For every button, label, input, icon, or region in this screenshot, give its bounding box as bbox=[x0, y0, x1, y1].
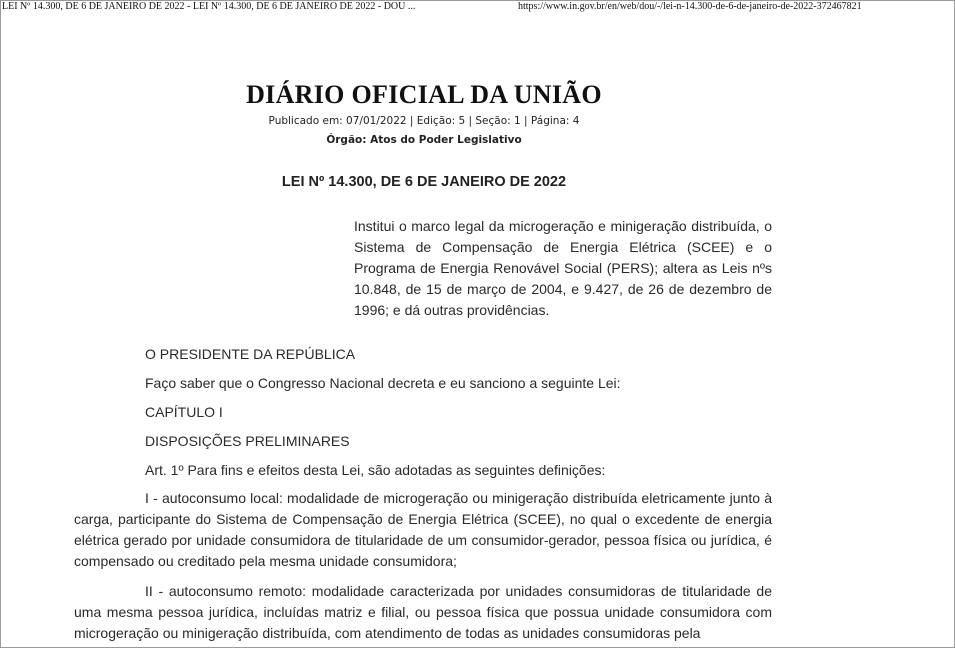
print-header-title: LEI Nº 14.300, DE 6 DE JANEIRO DE 2022 - LEI Nº 14.300, DE 6 DE JANEIRO DE 2022 - DOU ... bbox=[2, 1, 416, 12]
chapter-title: DISPOSIÇÕES PRELIMINARES bbox=[145, 433, 350, 449]
item-2-paragraph: II - autoconsumo remoto: modalidade caracterizada por unidades consumidoras de titularidade de uma mesma pessoa jurídica, incluídas matriz e filial, ou pessoa física que possua unidade consumidora com microgeração ou minigeração distribuída, com atendimento de todas as unidades consumidoras pela bbox=[74, 583, 772, 641]
chapter-number: CAPÍTULO I bbox=[145, 404, 223, 420]
decree-line: Faço saber que o Congresso Nacional decreta e eu sanciono a seguinte Lei: bbox=[145, 375, 621, 391]
masthead-title: DIÁRIO OFICIAL DA UNIÃO bbox=[246, 80, 602, 109]
publication-info: Publicado em: 07/01/2022 | Edição: 5 | Seção: 1 | Página: 4 bbox=[268, 115, 580, 127]
law-title: LEI Nº 14.300, DE 6 DE JANEIRO DE 2022 bbox=[281, 174, 567, 190]
print-header-url: https://www.in.gov.br/en/web/dou/-/lei-n-14.300-de-6-de-janeiro-de-2022-372467821 bbox=[518, 1, 862, 12]
item-1-paragraph: I - autoconsumo local: modalidade de microgeração ou minigeração distribuída eletricamente junto à carga, participante do Sistema de Compensação de Energia Elétrica (SCEE), no qual o excedente de energia elétrica gerado por unidade consumidora de titularidade de um consumidor-gerador, pessoa física ou jurídica, é compensado ou creditado pela mesma unidade consumidora; bbox=[74, 490, 772, 569]
orgao-text: Órgão: Atos do Poder Legislativo bbox=[326, 134, 522, 146]
article-1: Art. 1º Para fins e efeitos desta Lei, são adotadas as seguintes definições: bbox=[145, 462, 606, 478]
orgao-line bbox=[0, 134, 848, 146]
president-line: O PRESIDENTE DA REPÚBLICA bbox=[145, 346, 356, 362]
print-header bbox=[2, 1, 951, 15]
ementa: Institui o marco legal da microgeração e minigeração distribuída, o Sistema de Compensação de Energia Elétrica (SCEE) e o Programa de Energia Renovável Social (PERS); altera as Leis nºs 10.848, de 15 de março de 2004, e 9.427, de 26 de dezembro de 1996; e dá outras providências. bbox=[354, 218, 772, 318]
